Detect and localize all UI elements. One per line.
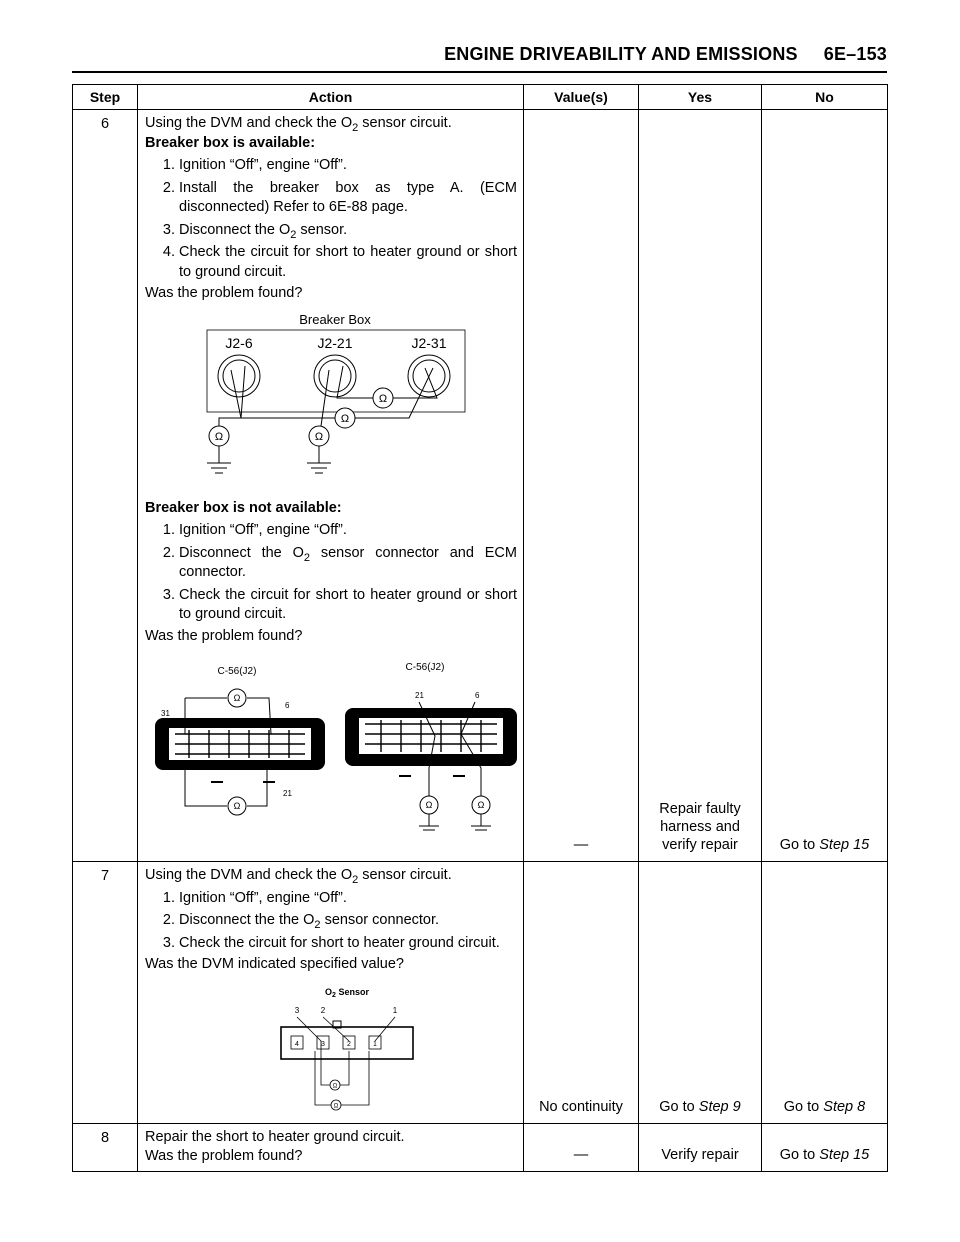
ohm-meter-icon <box>330 1080 340 1090</box>
table-header-row <box>73 85 888 110</box>
question-text: Was the DVM indicated specified value? <box>145 956 404 972</box>
question-text: Was the problem found? <box>145 1148 303 1164</box>
pin-label: 2 <box>320 1005 326 1015</box>
page-header <box>0 44 887 65</box>
header-rule <box>72 71 887 73</box>
diagnostic-table <box>72 84 888 1172</box>
o2-sensor-diagram <box>267 981 427 1117</box>
list-item: 2. Disconnect the $O_2$ sensor connector and ECM connector. <box>162 544 517 580</box>
ohm-meter-icon <box>373 388 393 408</box>
col-values: Value(s) <box>524 85 639 110</box>
pin-21-label: 21 <box>283 789 292 798</box>
breaker-box-title: Breaker Box <box>299 311 371 327</box>
step-link: Step 15 <box>819 1146 870 1163</box>
svg-text:Ω: Ω <box>314 430 324 443</box>
action-cell <box>138 1123 524 1171</box>
col-action: Action <box>138 85 524 110</box>
step-number: 8 <box>73 1123 138 1171</box>
value-cell: — <box>524 1123 639 1171</box>
pin-label: 1 <box>392 1005 398 1015</box>
svg-text:Ω: Ω <box>477 800 485 810</box>
o2-sensor-title: $O_2$ Sensor <box>325 986 369 999</box>
value-cell: — <box>524 110 639 862</box>
action-text: Repair the short to heater ground circuit. <box>145 1128 405 1145</box>
action-intro: Using the DVM and check the $O_2$ sensor circuit. <box>145 867 452 886</box>
svg-text:Ω: Ω <box>340 412 350 425</box>
pin-label: 3 <box>294 1005 300 1015</box>
cell-label: 1 <box>373 1040 377 1048</box>
step-link: Step 8 <box>823 1098 866 1115</box>
cell-label: 2 <box>347 1040 351 1048</box>
list-item: 3. Check the circuit for short to heater ground circuit. <box>162 934 500 951</box>
section-title: ENGINE DRIVEABILITY AND EMISSIONS <box>444 44 798 64</box>
list-item: 3. Check the circuit for short to heater ground or short to ground circuit. <box>162 586 517 622</box>
table-row-step-6 <box>73 110 888 862</box>
pin-21-label: 21 <box>415 691 424 700</box>
pin-6-label: 6 <box>285 701 290 710</box>
connector-label-left: C-56(J2) <box>217 666 257 677</box>
breaker-box-diagram <box>201 308 501 493</box>
pin-label-j2-21: J2-21 <box>317 334 353 351</box>
list-item: 2. Install the breaker box as type A. (ECM disconnected) Refer to 6E-88 page. <box>162 179 517 215</box>
ohm-meter-icon <box>420 796 438 814</box>
list-item: 2. Disconnect the the $O_2$ sensor connector. <box>162 912 440 931</box>
action-intro: Using the DVM and check the $O_2$ sensor circuit. <box>145 115 452 134</box>
step-number: 6 <box>73 110 138 862</box>
svg-text:Ω: Ω <box>378 392 388 405</box>
list-item: 1. Ignition “Off”, engine “Off”. <box>162 522 347 538</box>
no-cell: Go to Step 8 <box>762 862 888 1124</box>
connector-left <box>155 718 325 782</box>
action-cell <box>138 110 524 862</box>
table-row-step-8 <box>73 1123 888 1171</box>
list-item: 3. Disconnect the $O_2$ sensor. <box>162 221 348 241</box>
list-item: 4. Check the circuit for short to heater ground or short to ground circuit. <box>162 244 517 280</box>
svg-text:Ω: Ω <box>333 1103 339 1109</box>
connector-right <box>345 708 517 776</box>
svg-text:Ω: Ω <box>425 800 433 810</box>
list-item: 1. Ignition “Off”, engine “Off”. <box>162 889 347 906</box>
action-cell <box>138 862 524 1124</box>
ohm-meter-icon <box>335 408 355 428</box>
value-cell: No continuity <box>524 862 639 1124</box>
yes-cell: Go to Step 9 <box>639 862 762 1124</box>
ohm-meter-icon <box>228 689 246 707</box>
yes-cell: Verify repair <box>639 1123 762 1171</box>
pin-31-label: 31 <box>161 709 170 718</box>
question-text: Was the problem found? <box>145 627 303 644</box>
cell-label: 4 <box>295 1040 299 1048</box>
connector-label-right: C-56(J2) <box>405 662 445 673</box>
pin-label-j2-6: J2-6 <box>225 334 253 351</box>
ohm-meter-icon <box>209 426 229 446</box>
step-link: Step 15 <box>819 837 870 853</box>
ohm-meter-icon <box>228 797 246 815</box>
svg-text:Ω: Ω <box>214 430 224 443</box>
ohm-meter-icon <box>472 796 490 814</box>
page-number: 6E–153 <box>823 44 887 64</box>
col-step: Step <box>73 85 138 110</box>
no-cell: Go to Step 15 <box>762 110 888 862</box>
step-link: Step 9 <box>698 1098 741 1115</box>
svg-text:Ω: Ω <box>233 801 241 811</box>
ohm-meter-icon <box>309 426 329 446</box>
table-row-step-7 <box>73 862 888 1124</box>
svg-text:Ω: Ω <box>332 1083 338 1089</box>
pin-label-j2-31: J2-31 <box>411 334 447 351</box>
no-cell: Go to Step 15 <box>762 1123 888 1171</box>
cell-label: 3 <box>321 1040 325 1048</box>
question-text: Was the problem found? <box>145 285 303 301</box>
list-item: 1. Ignition “Off”, engine “Off”. <box>162 157 347 173</box>
svg-text:Ω: Ω <box>233 693 241 703</box>
step-number: 7 <box>73 862 138 1124</box>
ohm-meter-icon <box>331 1100 341 1110</box>
breaker-not-available-heading: Breaker box is not available: <box>145 499 342 516</box>
ecm-connector-diagram <box>149 658 521 848</box>
col-yes: Yes <box>639 85 762 110</box>
pin-6-label: 6 <box>475 691 480 700</box>
col-no: No <box>762 85 888 110</box>
yes-cell: Repair faulty harness and verify repair <box>639 110 762 862</box>
breaker-available-heading: Breaker box is available: <box>145 134 316 151</box>
